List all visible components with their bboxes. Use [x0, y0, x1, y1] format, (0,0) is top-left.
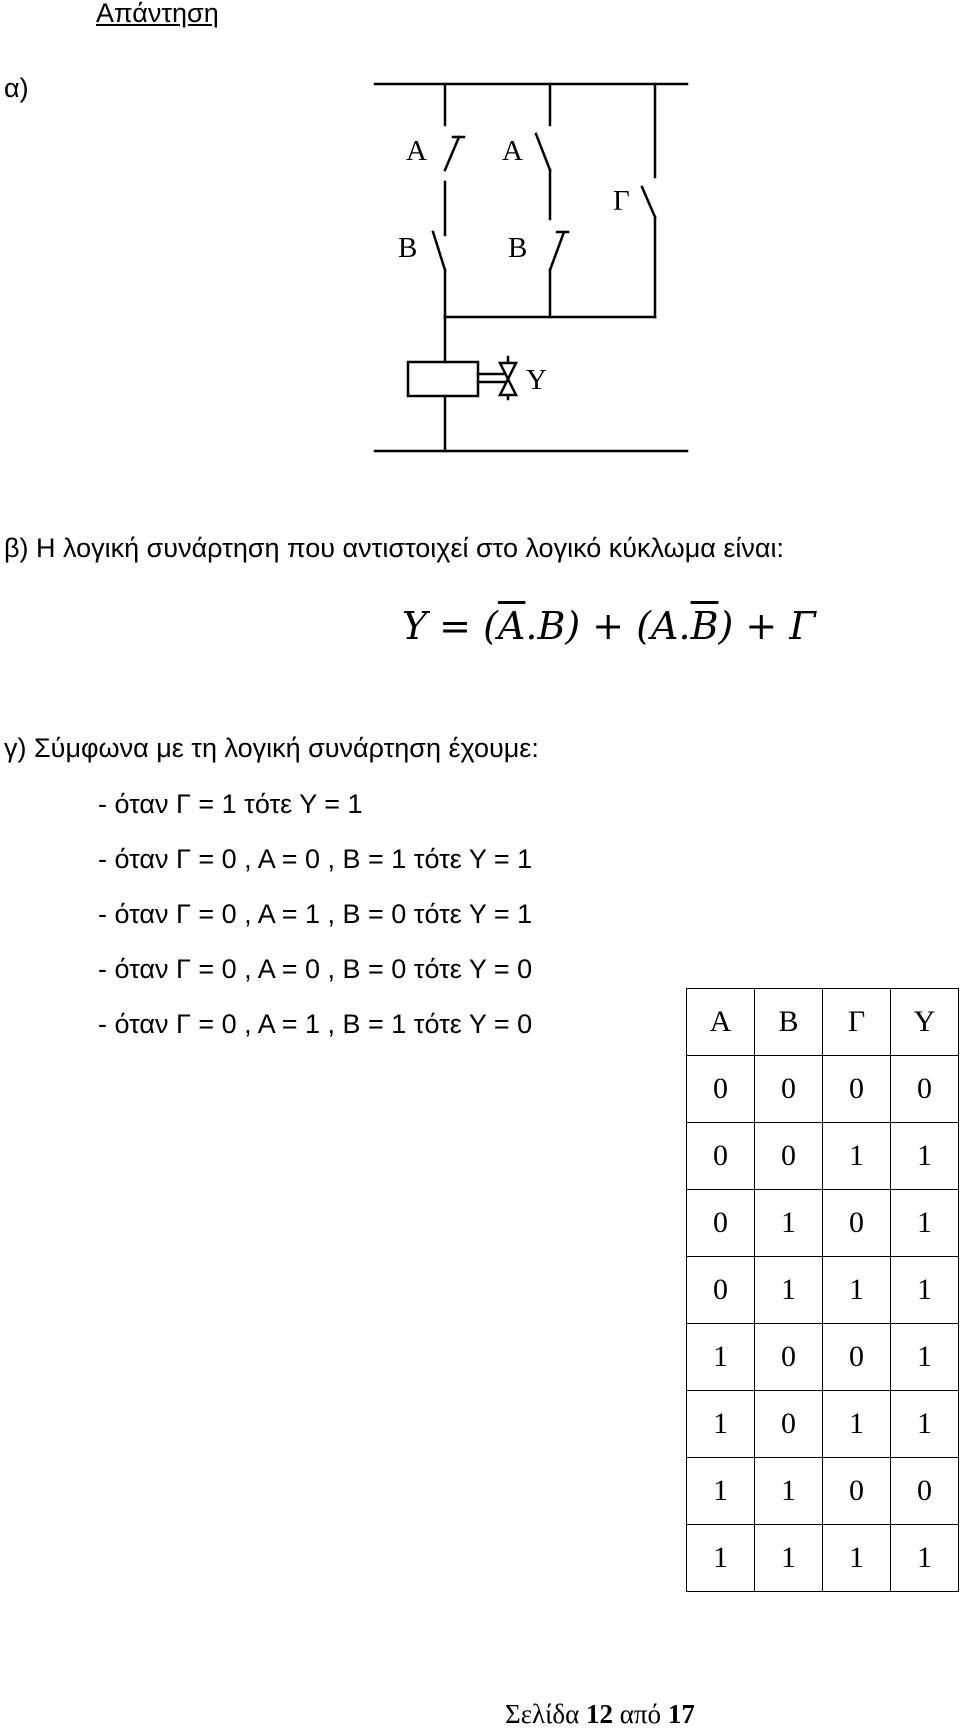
case-line: - όταν Γ = 0 , Α = 0 , Β = 0 τότε Υ = 0 — [98, 954, 533, 984]
table-cell: 0 — [687, 1056, 755, 1123]
table-cell: 1 — [891, 1123, 959, 1190]
header-y: Y — [891, 989, 959, 1056]
table-cell: 1 — [891, 1324, 959, 1391]
table-row — [687, 1391, 959, 1458]
table-cell: 1 — [687, 1324, 755, 1391]
relay-coil — [408, 362, 478, 396]
switch-b-left — [433, 232, 445, 270]
table-cell: 0 — [891, 1458, 959, 1525]
table-cell: 1 — [687, 1525, 755, 1592]
header-b: B — [755, 989, 823, 1056]
switch-label-b-left: B — [398, 232, 418, 264]
formula-a-bar: $\overline{A}$ — [497, 604, 526, 648]
table-row — [687, 1190, 959, 1257]
table-cell: 1 — [687, 1458, 755, 1525]
table-cell: 1 — [823, 1391, 891, 1458]
relay-circuit-diagram — [360, 72, 700, 464]
table-cell: 1 — [687, 1391, 755, 1458]
table-cell: 0 — [755, 1324, 823, 1391]
table-cell: 1 — [755, 1190, 823, 1257]
case-line: - όταν Γ = 0 , Α = 0 , Β = 1 τότε Υ = 1 — [98, 844, 533, 874]
table-cell: 1 — [823, 1123, 891, 1190]
table-cell: 0 — [823, 1190, 891, 1257]
table-row — [687, 1123, 959, 1190]
footer-page-word: Σελίδα — [505, 1699, 580, 1729]
table-cell: 1 — [755, 1257, 823, 1324]
table-cell: 0 — [891, 1056, 959, 1123]
switch-a-middle — [536, 134, 550, 170]
output-label-y: Y — [526, 364, 547, 396]
switch-label-a-middle: A — [502, 135, 523, 167]
table-cell: 1 — [891, 1391, 959, 1458]
switch-label-b-middle: B — [508, 232, 528, 264]
table-cell: 1 — [891, 1190, 959, 1257]
page-footer — [505, 1699, 695, 1730]
formula-tail: ) + Γ — [718, 604, 816, 648]
table-row — [687, 1324, 959, 1391]
table-cell: 0 — [687, 1123, 755, 1190]
header-gamma: Γ — [823, 989, 891, 1056]
table-cell: 1 — [823, 1257, 891, 1324]
formula-b-bar: $\overline{B}$ — [690, 604, 719, 648]
switch-a-left — [445, 137, 459, 170]
table-cell: 0 — [755, 1123, 823, 1190]
switch-b-middle — [550, 232, 564, 270]
table-cell: 0 — [755, 1391, 823, 1458]
case-line: - όταν Γ = 0 , Α = 1 , Β = 0 τότε Υ = 1 — [98, 899, 533, 929]
part-b-text: β) Η λογική συνάρτηση που αντιστοιχεί στο λογικό κύκλωμα είναι: — [4, 533, 785, 563]
switch-label-gamma: Γ — [613, 185, 630, 217]
case-line: - όταν Γ = 1 τότε Υ = 1 — [98, 789, 363, 819]
logic-formula — [402, 604, 816, 648]
table-cell: 0 — [687, 1257, 755, 1324]
table-row — [687, 1525, 959, 1592]
table-row — [687, 1257, 959, 1324]
table-cell: 0 — [823, 1056, 891, 1123]
switch-label-a-left: A — [406, 135, 427, 167]
table-cell: 0 — [687, 1190, 755, 1257]
switch-gamma — [642, 187, 655, 217]
table-cell: 1 — [891, 1525, 959, 1592]
table-cell: 1 — [823, 1525, 891, 1592]
truth-table — [686, 988, 959, 1592]
table-cell: 1 — [891, 1257, 959, 1324]
part-a-label: α) — [4, 73, 29, 103]
part-c-text: γ) Σύμφωνα με τη λογική συνάρτηση έχουμε: — [4, 733, 539, 763]
table-cell: 0 — [823, 1458, 891, 1525]
footer-page-total: 17 — [667, 1699, 695, 1729]
table-cell: 0 — [755, 1056, 823, 1123]
table-row — [687, 1458, 959, 1525]
answer-heading: Απάντηση — [96, 0, 219, 28]
table-cell: 1 — [755, 1525, 823, 1592]
header-a: A — [687, 989, 755, 1056]
table-cell: 1 — [755, 1458, 823, 1525]
table-row — [687, 1056, 959, 1123]
footer-of-word: από — [619, 1699, 662, 1729]
footer-page-number: 12 — [586, 1699, 614, 1729]
case-line: - όταν Γ = 0 , Α = 1 , Β = 1 τότε Υ = 0 — [98, 1009, 533, 1039]
truth-table-header-row — [687, 989, 959, 1056]
table-cell: 0 — [823, 1324, 891, 1391]
formula-mid: .B) + (A. — [525, 604, 691, 648]
formula-lhs: Υ = ( — [402, 604, 498, 648]
